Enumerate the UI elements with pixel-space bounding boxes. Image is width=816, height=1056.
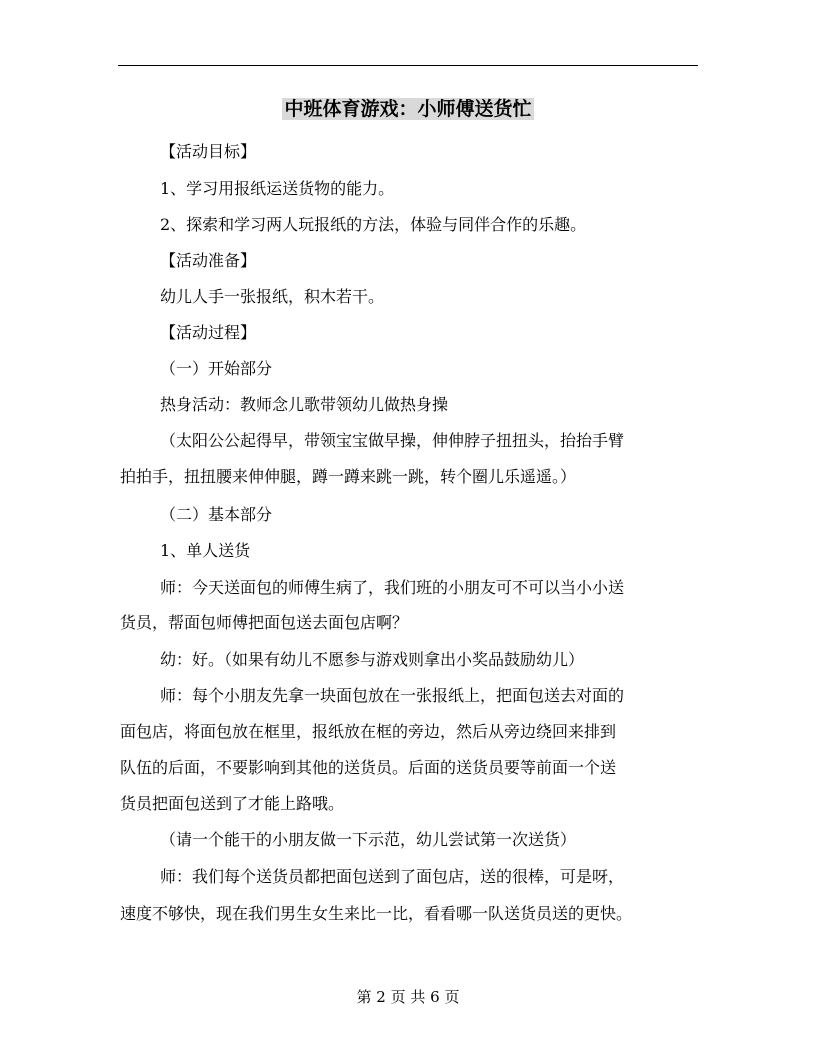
paragraph-line: 师：今天送面包的师傅生病了，我们班的小朋友可不可以当小小送 [160,578,625,597]
section-heading-goals: 【活动目标】 [160,142,257,161]
paragraph-line: 拍拍手，扭扭腰来伸伸腿，蹲一蹲来跳一跳，转个圈儿乐遥遥。） [120,467,577,486]
subsection-heading: （一）开始部分 [160,359,273,378]
section-heading-process: 【活动过程】 [160,323,257,342]
section-heading-preparation: 【活动准备】 [160,251,257,270]
page-number-footer: 第 2 页 共 6 页 [356,988,460,1006]
paragraph-line: 师：我们每个送货员都把面包送到了面包店，送的很棒，可是呀， [160,867,625,886]
paragraph-line: 速度不够快，现在我们男生女生来比一比，看看哪一队送货员送的更快。 [120,904,633,923]
paragraph-line: 幼儿人手一张报纸，积木若干。 [160,287,385,306]
document-title-text: 中班体育游戏：小师傅送货忙 [284,98,532,120]
paragraph-line: 热身活动：教师念儿歌带领幼儿做热身操 [160,395,449,414]
paragraph-line: 队伍的后面，不要影响到其他的送货员。后面的送货员要等前面一个送 [120,758,617,777]
paragraph-line: 面包店，将面包放在框里，报纸放在框的旁边，然后从旁边绕回来排到 [120,722,617,741]
paragraph-line: 2、探索和学习两人玩报纸的方法，体验与同伴合作的乐趣。 [160,215,587,234]
paragraph-line: 师：每个小朋友先拿一块面包放在一张报纸上，把面包送去对面的 [160,686,625,705]
paragraph-line: 货员把面包送到了才能上路哦。 [120,794,345,813]
document-title [0,95,816,123]
paragraph-line: 幼：好。（如果有幼儿不愿参与游戏则拿出小奖品鼓励幼儿） [160,650,585,669]
paragraph-line: 1、学习用报纸运送货物的能力。 [160,179,395,198]
paragraph-line: （请一个能干的小朋友做一下示范，幼儿尝试第一次送货） [160,830,577,849]
header-rule [118,65,698,66]
subsection-heading: 1、单人送货 [160,541,251,560]
subsection-heading: （二）基本部分 [160,505,273,524]
paragraph-line: （太阳公公起得早，带领宝宝做早操，伸伸脖子扭扭头，抬抬手臂 [160,431,625,450]
paragraph-line: 货员，帮面包师傅把面包送去面包店啊？ [120,613,409,632]
